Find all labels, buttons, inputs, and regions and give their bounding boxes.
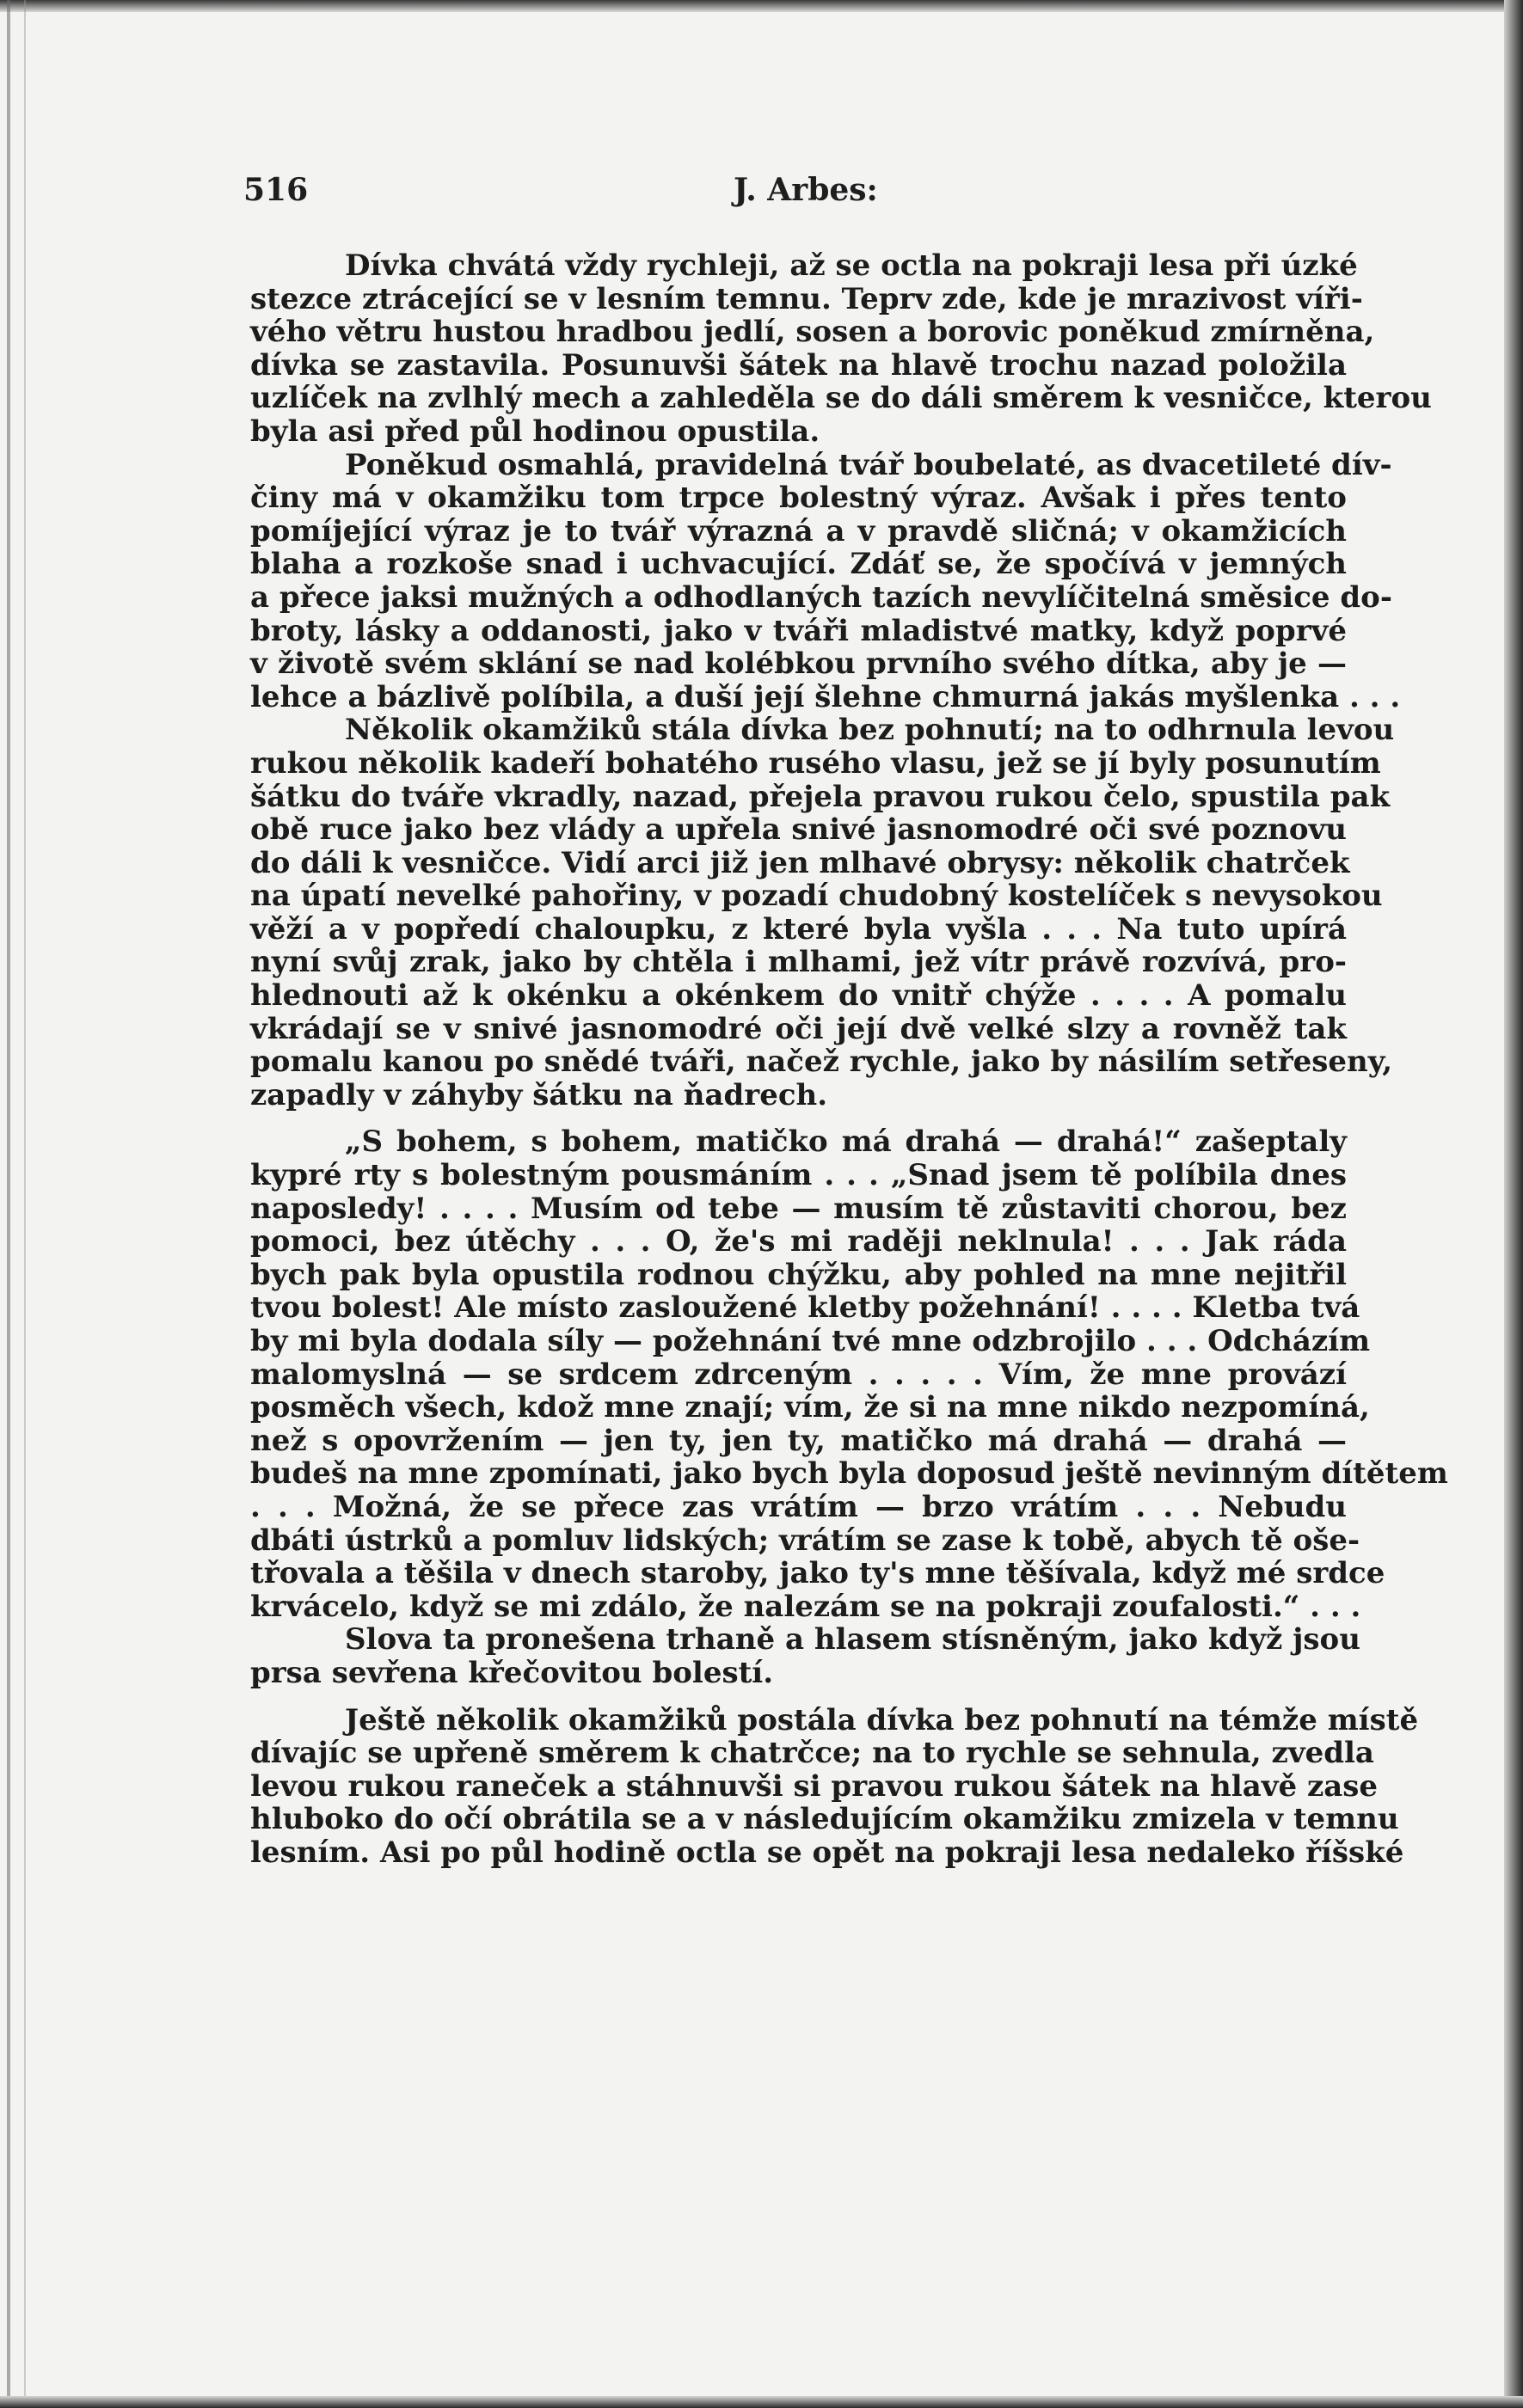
text-line: by mi byla dodala síly — požehnání tvé mne odzbrojilo . . . Odcházím (250, 1324, 1371, 1358)
scan-edge-left (7, 0, 10, 2408)
text-line: kypré rty s bolestným pousmáním . . . „Snad jsem tě políbila dnes (250, 1158, 1347, 1193)
text-line: Ještě několik okamžiků postála dívka bez pohnutí na témže místě (345, 1702, 1419, 1737)
text-line: blaha a rozkoše snad i uchvacující. Zdáť se, že spočívá v jemných (250, 547, 1347, 582)
running-head: J. Arbes: (734, 172, 878, 208)
text-line: naposledy! . . . . Musím od tebe — musím tě zůstaviti chorou, bez (250, 1191, 1347, 1226)
text-line: hluboko do očí obrátila se a v následujícím okamžiku zmizela v temnu (250, 1802, 1399, 1837)
scan-edge-bottom (0, 2396, 1523, 2408)
paragraph (250, 1124, 1448, 1624)
text-line: dbáti ústrků a pomluv lidských; vrátím se zase k tobě, abych tě oše- (250, 1523, 1360, 1558)
text-line: zapadly v záhyby šátku na ňadrech. (250, 1077, 828, 1112)
scan-edge-top (0, 0, 1523, 12)
text-line: dívajíc se upřeně směrem k chatrčce; na to rychle se sehnula, zvedla (250, 1736, 1374, 1771)
text-line: prsa sevřena křečovitou bolestí. (250, 1655, 774, 1690)
text-line: dívka se zastavila. Posunuvši šátek na hlavě trochu nazad položila (250, 347, 1347, 383)
scan-edge-left-inner (24, 0, 26, 2408)
text-line: bych pak byla opustila rodnou chýžku, aby pohled na mne nejitřil (250, 1257, 1347, 1292)
text-line: Poněkud osmahlá, pravidelná tvář boubelaté, as dvacetileté dív- (345, 447, 1392, 482)
text-line: posměch všech, kdož mne znají; vím, že si na mne nikdo nezpomíná, (250, 1390, 1370, 1425)
text-line: lehce a bázlivě políbila, a duší její šlehne chmurná jakás myšlenka . . . (250, 679, 1401, 714)
paragraph (250, 447, 1401, 714)
text-line: byla asi před půl hodinou opustila. (250, 414, 820, 449)
text-line: hlednouti až k okénku a okénkem do vnitř chýže . . . . A pomalu (250, 978, 1347, 1014)
text-line: budeš na mne zpomínati, jako bych byla doposud ještě nevinným dítětem (250, 1456, 1448, 1492)
page-header (243, 172, 1344, 215)
text-line: do dáli k vesničce. Vidí arci již jen mlhavé obrysy: několik chatrček (250, 845, 1350, 880)
text-line: a přece jaksi mužných a odhodlaných tazích nevylíčitelná směsice do- (250, 579, 1392, 615)
text-line: nyní svůj zrak, jako by chtěla i mlhami, jež vítr právě rozvívá, pro- (250, 945, 1347, 980)
text-line: lesním. Asi po půl hodině octla se opět na pokraji lesa nedaleko říšské (250, 1835, 1404, 1870)
body-text (250, 248, 1448, 1870)
scan-edge-right (1504, 0, 1523, 2408)
text-line: Slova ta pronešena trhaně a hlasem stísněným, jako když jsou (345, 1622, 1360, 1657)
paragraph-gap (250, 1112, 1347, 1125)
text-line: . . . Možná, že se přece zas vrátím — brzo vrátím . . . Nebudu (250, 1489, 1347, 1524)
text-line: tvou bolest! Ale místo zasloužené kletby požehnání! . . . . Kletba tvá (250, 1290, 1360, 1326)
paragraph-gap (250, 1690, 1347, 1704)
text-line: pomíjející výraz je to tvář výrazná a v pravdě sličná; v okamžicích (250, 513, 1347, 548)
text-line: šátku do tváře vkradly, nazad, přejela pravou rukou čelo, spustila pak (250, 779, 1391, 814)
paragraph (250, 248, 1432, 449)
text-line: třovala a těšila v dnech staroby, jako ty's mne těšívala, když mé srdce (250, 1556, 1385, 1591)
text-line: „S bohem, s bohem, matičko má drahá — drahá!“ zašeptaly (345, 1124, 1347, 1160)
page-number: 516 (243, 172, 309, 208)
paragraph (250, 1622, 1360, 1690)
text-line: Několik okamžiků stála dívka bez pohnutí; na to odhrnula levou (345, 713, 1395, 748)
text-line: činy má v okamžiku tom trpce bolestný výraz. Avšak i přes tento (250, 481, 1347, 516)
text-line: rukou několik kadeří bohatého rusého vlasu, jež se jí byly posunutím (250, 745, 1381, 781)
paragraph (250, 713, 1395, 1112)
text-line: malomyslná — se srdcem zdrceným . . . . . Vím, že mne provází (250, 1357, 1347, 1392)
text-line: vkrádají se v snivé jasnomodré oči její dvě velké slzy a rovněž tak (250, 1011, 1347, 1046)
text-line: vého větru hustou hradbou jedlí, sosen a borovic poněkud zmírněna, (250, 315, 1375, 350)
text-line: levou rukou raneček a stáhnuvši si pravou rukou šátek na hlavě zase (250, 1768, 1379, 1804)
text-line: uzlíček na zvlhlý mech a zahleděla se do dáli směrem k vesničce, kterou (250, 381, 1432, 416)
text-line: Dívka chvátá vždy rychleji, až se octla na pokraji lesa při úzké (345, 248, 1358, 283)
text-line: věží a v popředí chaloupku, z které byla vyšla . . . Na tuto upírá (250, 911, 1347, 947)
text-line: pomalu kanou po snědé tváři, načež rychle, jako by násilím setřeseny, (250, 1045, 1393, 1080)
text-line: obě ruce jako bez vlády a upřela snivé jasnomodré oči své poznovu (250, 812, 1347, 848)
text-line: broty, lásky a oddanosti, jako v tváři mladistvé matky, když poprvé (250, 613, 1347, 648)
text-line: na úpatí nevelké pahořiny, v pozadí chudobný kostelíček s nevysokou (250, 879, 1383, 914)
text-line: stezce ztrácející se v lesním temnu. Teprv zde, kde je mrazivost víři- (250, 281, 1363, 316)
text-line: pomoci, bez útěchy . . . O, že's mi raději neklnula! . . . Jak ráda (250, 1224, 1347, 1259)
text-line: než s opovržením — jen ty, jen ty, matičko má drahá — drahá — (250, 1423, 1347, 1458)
paragraph (250, 1702, 1419, 1870)
text-line: v životě svém sklání se nad kolébkou prvního svého dítka, aby je — (250, 646, 1347, 682)
text-line: krvácelo, když se mi zdálo, že nalezám se na pokraji zoufalosti.“ . . . (250, 1589, 1361, 1624)
